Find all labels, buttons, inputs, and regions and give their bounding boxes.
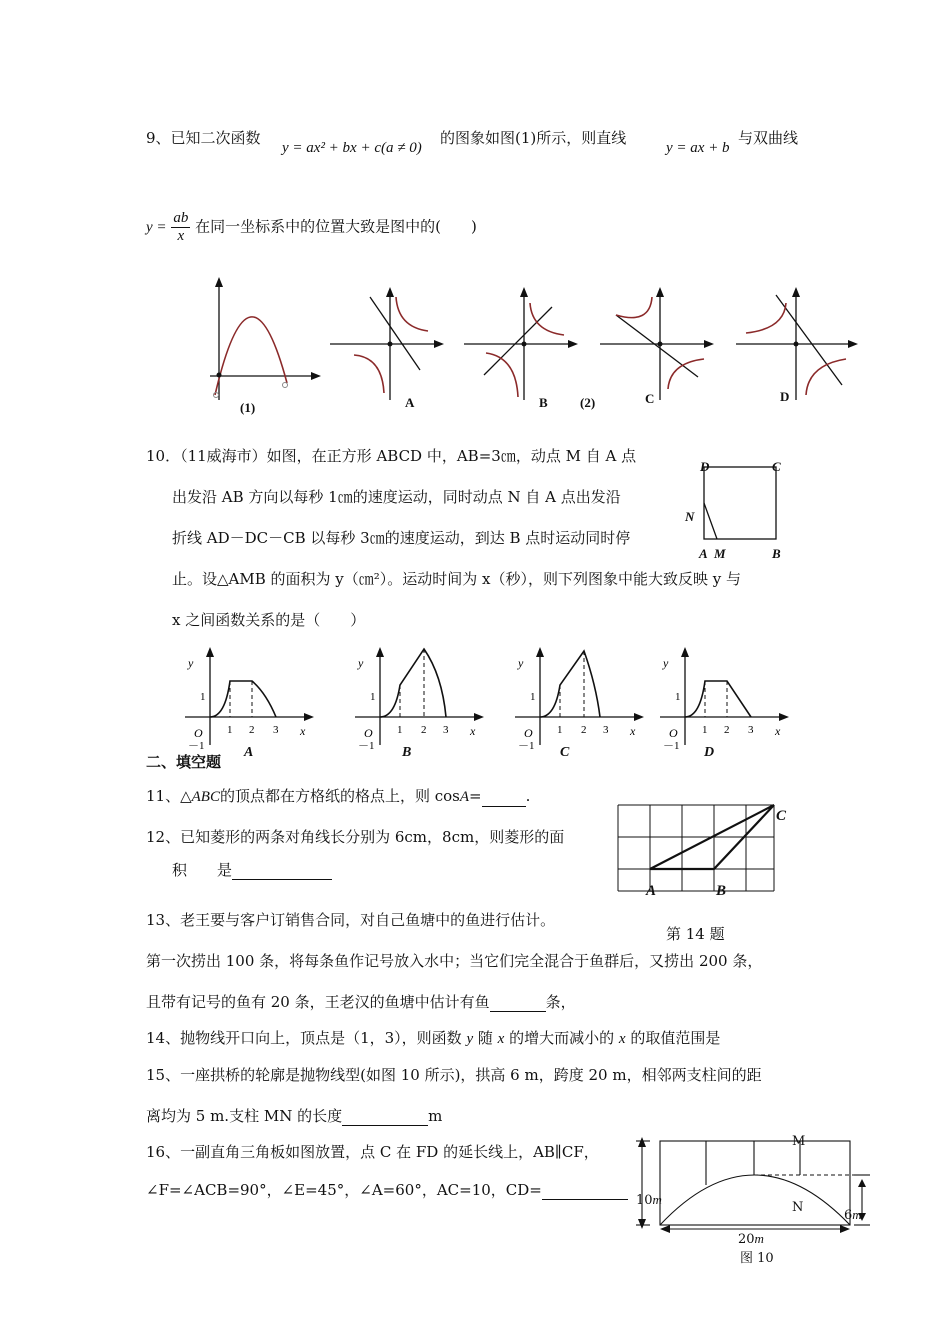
bridge-caption: 图 10	[740, 1251, 774, 1266]
q10-graph-a	[180, 645, 320, 755]
q11-text-a: 11、△	[146, 787, 192, 805]
q10-graph-b	[350, 645, 490, 755]
q11-line	[146, 786, 530, 807]
q10-gd-neg1: －1	[663, 740, 680, 752]
q11-answer-blank[interactable]	[482, 790, 526, 807]
q14-b: 随	[473, 1029, 498, 1047]
q10-line5: x 之间函数关系的是（ ）	[172, 611, 366, 629]
q10-square-label-d: D	[700, 459, 710, 474]
q10-gd-o: O	[669, 726, 678, 740]
q10-square-label-n: N	[685, 509, 695, 524]
q11-text-b: 的顶点都在方格纸的格点上，则 cos	[219, 787, 460, 805]
q10-square-label-b: B	[772, 546, 781, 561]
q14-y: y	[466, 1031, 474, 1047]
q14-x1: x	[497, 1031, 505, 1047]
q10-gd-x: x	[775, 724, 781, 738]
q15-line1: 15、一座拱桥的轮廓是抛物线型(如图 10 所示)，拱高 6 m，跨度 20 m，相邻两支柱间的距	[146, 1066, 762, 1084]
q10-ga-x: x	[300, 724, 306, 738]
q10-ga-neg1: －1	[188, 740, 205, 752]
q10-square-label-a: A	[699, 546, 708, 561]
q9-text-b: 的图象如图(1)所示，则直线	[440, 129, 627, 147]
bridge-w20: 20	[738, 1232, 755, 1247]
q16-answer-blank[interactable]	[542, 1183, 628, 1200]
q10-gc-neg1: －1	[518, 740, 535, 752]
q14-d: 的取值范围是	[625, 1029, 721, 1047]
q9-label-b: B	[539, 395, 548, 410]
q13-text-3b: 条，	[545, 993, 576, 1011]
q10-ga-x3: 3	[273, 724, 279, 736]
q9-text-a: 9、已知二次函数	[146, 129, 261, 147]
q14-x2: x	[618, 1031, 626, 1047]
bridge-h10: 10	[636, 1193, 653, 1208]
q10-gb-x2: 2	[421, 724, 427, 736]
q10-square-label-c: C	[772, 459, 781, 474]
q10-square-label-m: M	[714, 546, 726, 561]
q9-frac-num: ab	[173, 210, 189, 226]
q10-graph-c	[510, 645, 650, 755]
q12-line1: 12、已知菱形的两条对角线长分别为 6cm，8cm，则菱形的面	[146, 828, 565, 846]
q10-gc-y: y	[518, 656, 524, 670]
q13-text-3a: 且带有记号的鱼有 20 条，王老汉的鱼塘中估计有鱼	[146, 993, 490, 1011]
q12-answer-blank[interactable]	[232, 863, 332, 880]
q10-gb-x3: 3	[443, 724, 449, 736]
q10-gc-1: 1	[530, 691, 536, 703]
q10-gd-y: y	[663, 656, 669, 670]
q10-ga-1: 1	[200, 691, 206, 703]
q9-figure-d	[734, 285, 864, 405]
q9-figure-1	[205, 275, 325, 405]
q15-line2	[146, 1106, 442, 1126]
grid-label-c: C	[776, 808, 787, 824]
q14-c: 的增大而减小的	[504, 1029, 619, 1047]
q9-label-2: (2)	[580, 395, 596, 410]
q10-gd-x2: 2	[724, 724, 730, 736]
grid-label-b: B	[716, 883, 727, 899]
q10-gc-x1: 1	[557, 724, 563, 736]
q12-line2	[172, 860, 332, 880]
q10-gb-o: O	[364, 726, 373, 740]
q9-text-c: 与双曲线	[738, 129, 799, 147]
q9-frac-lhs: y =	[146, 219, 167, 236]
q9-line2	[146, 210, 477, 245]
q10-line2: 出发沿 AB 方向以每秒 1㎝的速度运动，同时动点 N 自 A 点出发沿	[172, 488, 621, 506]
q11-a: A	[459, 789, 470, 805]
q10-graph-label-a: A	[244, 745, 254, 760]
q16-text-2: ∠F=∠ACB=90°，∠E=45°，∠A=60°，AC=10，CD=	[146, 1181, 542, 1199]
q10-graph-label-b: B	[402, 745, 412, 760]
grid-figure	[618, 803, 798, 903]
q15-answer-blank[interactable]	[342, 1109, 428, 1126]
bridge-label-n: N	[792, 1200, 804, 1215]
q9-figure-b	[462, 285, 582, 405]
bridge-label-m: M	[792, 1134, 806, 1149]
grid-caption: 第 14 题	[666, 925, 725, 943]
bridge-h10-unit: m	[652, 1192, 662, 1207]
q9-figure-c	[598, 285, 718, 405]
q10-gc-x: x	[630, 724, 636, 738]
q9-text-2: 在同一坐标系中的位置大致是图中的( )	[195, 217, 477, 236]
q9-label-1: (1)	[240, 400, 256, 415]
q10-gb-neg1: －1	[358, 740, 375, 752]
q16-line2	[146, 1180, 628, 1200]
q10-line3: 折线 AD－DC－CB 以每秒 3㎝的速度运动，到达 B 点时运动同时停	[172, 529, 631, 547]
q9-label-c: C	[645, 391, 655, 406]
q9-figure-a	[328, 285, 448, 405]
q13-line3	[146, 992, 576, 1012]
q10-gd-1: 1	[675, 691, 681, 703]
q11-abc: ABC	[191, 789, 220, 805]
q15-text-2a: 离均为 5 m.支柱 MN 的长度	[146, 1107, 343, 1125]
bridge-h6: 6	[844, 1208, 853, 1223]
bridge-label-span	[738, 1229, 764, 1250]
section-title-fill-in: 二、填空题	[146, 753, 222, 771]
bridge-h6-unit: m	[852, 1207, 862, 1222]
q14-line	[146, 1028, 720, 1049]
q13-answer-blank[interactable]	[490, 995, 546, 1012]
q15-text-2b: m	[428, 1107, 443, 1125]
q10-square-figure	[695, 455, 805, 565]
q10-graph-d	[655, 645, 795, 755]
q10-gb-y: y	[358, 656, 364, 670]
q9-label-d: D	[780, 389, 790, 404]
q10-gb-x: x	[470, 724, 476, 738]
q14-a: 14、抛物线开口向上，顶点是（1，3），则函数	[146, 1029, 467, 1047]
q10-line1: 10．（11威海市）如图，在正方形 ABCD 中，AB=3㎝，动点 M 自 A 点	[146, 447, 637, 465]
bridge-label-rise	[844, 1205, 862, 1226]
q9-formula-line: y = ax + b	[666, 140, 730, 156]
q16-line1: 16、一副直角三角板如图放置，点 C 在 FD 的延长线上，AB∥CF，	[146, 1143, 599, 1161]
q10-gc-x2: 2	[581, 724, 587, 736]
q10-gc-x3: 3	[603, 724, 609, 736]
grid-label-a: A	[646, 883, 657, 899]
q10-graph-label-c: C	[560, 745, 570, 760]
q9-line1	[146, 128, 261, 148]
q11-end: .	[525, 787, 531, 805]
q10-gd-x3: 3	[748, 724, 754, 736]
q9-fraction	[171, 210, 190, 245]
q9-label-a: A	[405, 395, 415, 410]
q10-graph-label-d: D	[704, 745, 715, 760]
q9-formula-quadratic: y = ax² + bx + c(a ≠ 0)	[282, 140, 422, 156]
q10-ga-y: y	[188, 656, 194, 670]
q10-line4: 止。设△AMB 的面积为 y（㎝²）。运动时间为 x（秒），则下列图象中能大致反映 y 与	[172, 570, 742, 588]
q13-line2: 第一次捞出 100 条，将每条鱼作记号放入水中；当它们完全混合于鱼群后，又捞出 200 条，	[146, 952, 763, 970]
q10-gb-1: 1	[370, 691, 376, 703]
q10-gb-x1: 1	[397, 724, 403, 736]
q10-gc-o: O	[524, 726, 533, 740]
q13-line1: 13、老王要与客户订销售合同，对自己鱼塘中的鱼进行估计。	[146, 911, 556, 929]
q10-ga-o: O	[194, 726, 203, 740]
q10-ga-x1: 1	[227, 724, 233, 736]
q11-text-c: =	[469, 787, 482, 805]
bridge-label-height	[636, 1190, 662, 1211]
q10-ga-x2: 2	[249, 724, 255, 736]
bridge-w20-unit: m	[754, 1231, 764, 1246]
q9-frac-den: x	[177, 228, 185, 244]
q10-gd-x1: 1	[702, 724, 708, 736]
q12-text-2: 积 是	[172, 861, 233, 879]
